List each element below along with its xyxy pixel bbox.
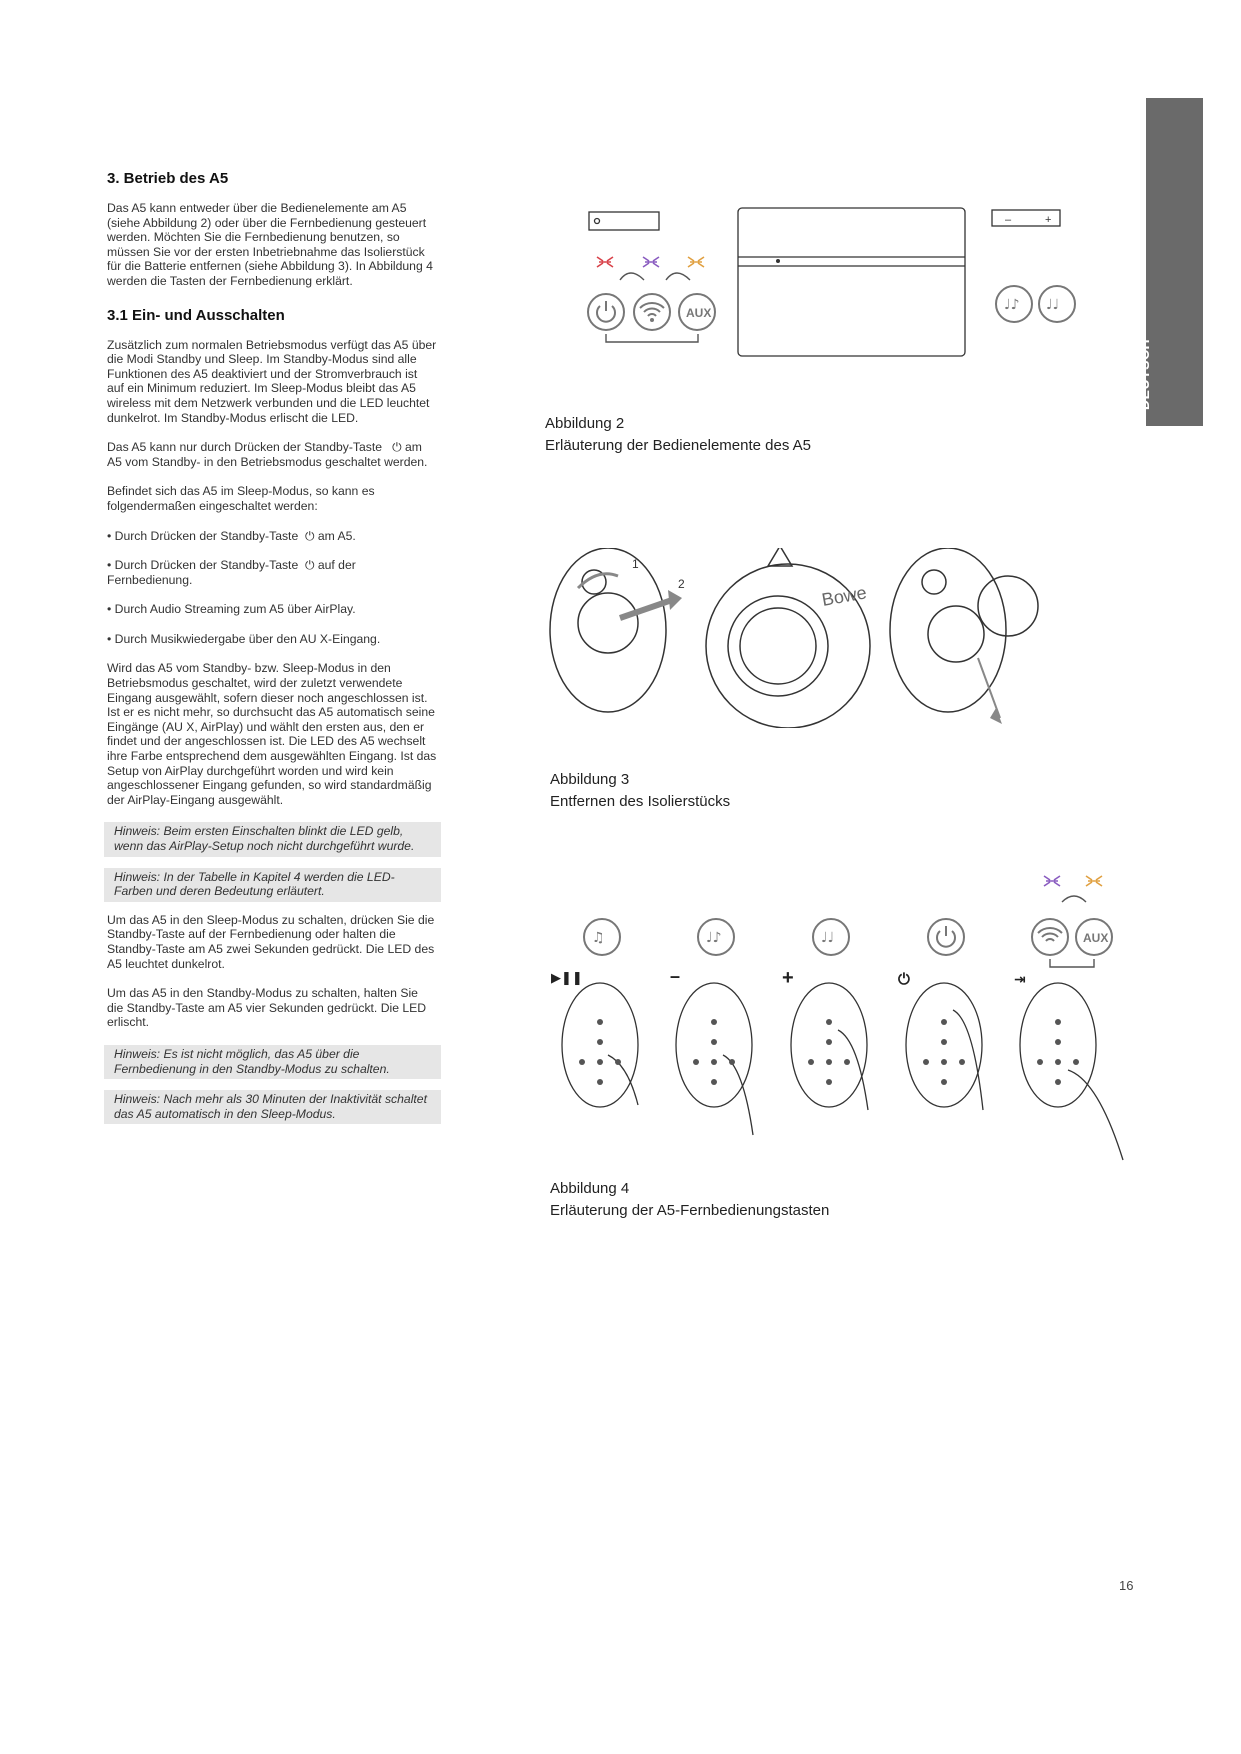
figure-caption: Erläuterung der Bedienelemente des A5 (545, 437, 812, 454)
note-box: Hinweis: Beim ersten Einschalten blinkt die LED gelb, wenn das AirPlay-Setup noch nicht durchgeführt wurde. (104, 822, 441, 856)
step-2-label: 2 (678, 577, 685, 591)
speaker-outline (738, 208, 965, 356)
minus-label: – (1005, 214, 1012, 226)
play-pause-icon: ▶❚❚ (551, 971, 583, 986)
led-purple-icon (1044, 876, 1060, 886)
input-select-icon: ⇥ (1014, 972, 1026, 988)
standby-mode-paragraph: Um das A5 in den Standby-Modus zu schalten, halten Sie die Standby-Taste am A5 vier Sekunden gedrückt. Die LED erlischt. (107, 986, 427, 1030)
bullet-text: • Durch Drücken der Standby-Taste (107, 528, 299, 543)
bullet-item (107, 558, 437, 587)
step-1-label: 1 (632, 557, 639, 571)
wake-paragraph: Wird das A5 vom Standby- bzw. Sleep-Modus in den Betriebsmodus geschaltet, wird der zuletzt verwendete Eingang ausgewählt, sofern dieser noch angeschlossen ist. Ist er es nicht mehr, so durchsucht das A5 automatisch seine Eingänge (AU X, AirPlay) und wählt den ersten aus, den er findet und der angeschlossen ist. Die LED des A5 wechselt ihre Farbe entsprechend dem ausgewählten Eingang. Ist das Setup von AirPlay durchgeführt worden und wird kein angeschlossener Eingang gefunden, so wird standardmäßig der AirPlay-Eingang ausgewählt. (107, 661, 437, 807)
text-column (107, 170, 437, 1132)
power-button-icon (588, 294, 624, 330)
bullet-text: am A5. (317, 528, 356, 543)
intro-paragraph: Das A5 kann entweder über die Bedienelemente am A5 (siehe Abbildung 2) oder über die Fernbedienung gesteuert werden. Möchten Sie die Fernbedienung benutzen, so müssen Sie vor der ersten Inbetriebnahme das Isolierstück für die Batterie entfernen (siehe Abbildung 3). In Abbildung 4 werden die Tasten der Fernbedienung erklärt. (107, 201, 433, 288)
figure-caption: Erläuterung der A5-Fernbedienungstasten (550, 1202, 830, 1219)
sleep-mode-paragraph: Um das A5 in den Sleep-Modus zu schalten, drücken Sie die Standby-Taste auf der Fernbedienung oder halten die Standby-Taste am A5 zwei Sekunden gedrückt. Die LED des A5 leuchtet dunkelrot. (107, 912, 435, 971)
sleep-paragraph: Befindet sich das A5 im Sleep-Modus, so kann es folgendermaßen eingeschaltet werden: (107, 484, 375, 513)
led-orange-icon (1086, 876, 1102, 886)
wifi-button-icon (634, 294, 670, 330)
figure-caption: Entfernen des Isolierstücks (550, 793, 731, 810)
standby-text-a: Das A5 kann nur durch Drücken der Standby-Taste (107, 440, 383, 455)
svg-text:♫: ♫ (592, 930, 605, 946)
led-orange-icon (688, 257, 704, 267)
brand-label: Bowe (820, 582, 869, 610)
power-icon: ⏻ (385, 440, 402, 455)
wifi-button-icon (1032, 919, 1068, 955)
bullet-text: auf der Fernbedienung. (107, 558, 356, 587)
figure-3-battery-tab (548, 548, 1078, 728)
aux-label: AUX (686, 306, 712, 320)
led-purple-icon (643, 257, 659, 267)
power-icon: ⏻ (301, 558, 315, 573)
bullet-text: • Durch Drücken der Standby-Taste (107, 558, 299, 573)
note-box: Hinweis: In der Tabelle in Kapitel 4 werden die LED-Farben und deren Bedeutung erläutert. (104, 868, 441, 902)
svg-text:♩♪: ♩♪ (1004, 297, 1020, 313)
subsection-title: 3.1 Ein- und Ausschalten (107, 306, 285, 324)
figure-2-controls (580, 200, 1100, 370)
plus-label: + (1045, 214, 1052, 226)
language-tab-label: DEUTSCH (1136, 338, 1152, 410)
minus-label: – (670, 966, 681, 986)
power-button-icon (928, 919, 964, 955)
standby-text-b: am A5 vom Standby- in den Betriebsmodus geschaltet werden. (107, 440, 428, 469)
figure-label: Abbildung 4 (550, 1180, 630, 1197)
page-number: 16 (1119, 1578, 1134, 1593)
figure-4-remote-buttons (548, 870, 1138, 1170)
note-box: Hinweis: Es ist nicht möglich, das A5 über die Fernbedienung in den Standby-Modus zu schalten. (104, 1045, 441, 1079)
figure-3-caption (550, 769, 730, 813)
standby-paragraph (107, 440, 437, 469)
plus-label: + (782, 967, 794, 989)
language-tab (1136, 98, 1203, 426)
figure-label: Abbildung 3 (550, 771, 630, 788)
svg-text:♩♪: ♩♪ (706, 930, 722, 946)
aux-label: AUX (1083, 931, 1109, 945)
figure-label: Abbildung 2 (545, 415, 625, 432)
bullet-item: • Durch Musikwiedergabe über den AU X-Eingang. (107, 631, 381, 646)
power-icon: ⏻ (301, 528, 315, 543)
bullet-item: • Durch Audio Streaming zum A5 über AirPlay. (107, 602, 356, 617)
figure-4-caption (550, 1178, 829, 1222)
note-box: Hinweis: Nach mehr als 30 Minuten der Inaktivität schaltet das A5 automatisch in den Sleep-Modus. (104, 1090, 441, 1124)
power-icon: ⏻ (898, 970, 910, 988)
modes-paragraph: Zusätzlich zum normalen Betriebsmodus verfügt das A5 über die Modi Standby und Sleep. Im Standby-Modus sind alle Funktionen des A5 deaktiviert und der Stromverbrauch ist auf ein Minimum reduziert. Im Sleep-Modus bleibt das A5 wireless mit dem Netzwerk verbunden und die LED leuchtet dunkelrot. Im Standby-Modus erlischt die LED. (107, 337, 437, 425)
led-red-icon (597, 257, 613, 267)
figure-2-caption (545, 413, 811, 457)
bullet-item (107, 529, 437, 544)
section-title: 3. Betrieb des A5 (107, 170, 229, 187)
svg-text:♩♩: ♩♩ (821, 930, 835, 946)
svg-text:♩♩: ♩♩ (1046, 297, 1060, 313)
